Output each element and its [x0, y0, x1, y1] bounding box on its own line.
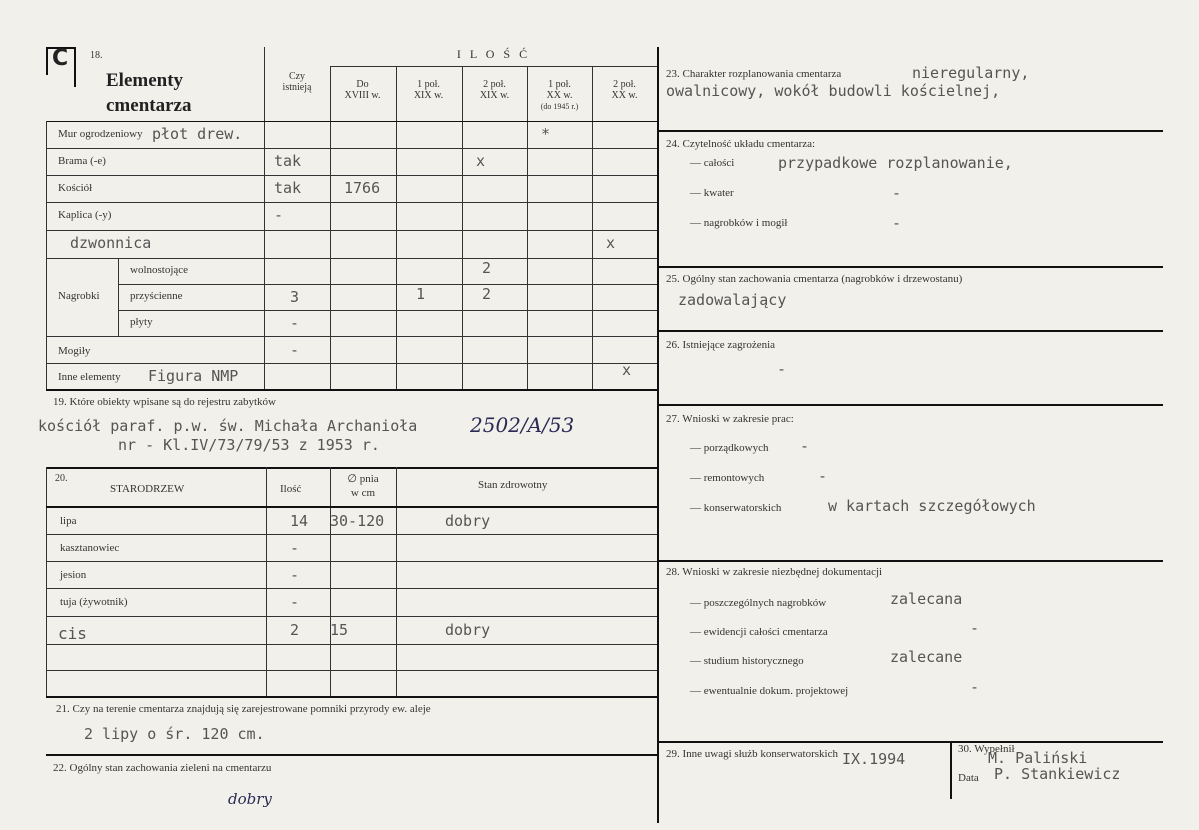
tree-name: tuja (żywotnik) — [60, 596, 128, 608]
row-line-5 — [46, 258, 657, 259]
s20-row-3 — [46, 588, 657, 589]
inne-x: x — [622, 361, 632, 379]
s26-bottom — [659, 404, 1163, 406]
section22-handwritten: dobry — [228, 790, 272, 808]
readability-item-label: — całości — [690, 157, 735, 169]
s18-header-bottom — [46, 121, 657, 122]
s18-vline-c2 — [396, 66, 397, 389]
tree-name: cis — [58, 624, 87, 643]
s18-left-border — [46, 121, 47, 389]
s18-vline-c4 — [527, 66, 528, 389]
s29-s30-divider — [950, 741, 952, 799]
s20-bottom — [46, 696, 657, 698]
s18-bottom — [46, 389, 657, 391]
s20-top — [46, 467, 657, 469]
s27-bottom — [659, 560, 1163, 562]
nagrobki-row-value: 1 — [416, 285, 426, 303]
tree-name: kasztanowiec — [60, 542, 120, 554]
s21-bottom — [46, 754, 657, 756]
col-header-2-l2: XIX w. — [413, 90, 444, 101]
tree-count: 14 — [290, 512, 309, 530]
element-row-exists: tak — [274, 152, 302, 170]
documentation-item-value: zalecana — [890, 590, 963, 608]
s20-vline-3 — [396, 467, 397, 697]
nagrobki-row-value: 2 — [482, 259, 492, 277]
tree-health: dobry — [445, 512, 491, 530]
col-header-5-l1: 2 poł. — [613, 79, 636, 90]
documentation-item-value: - — [970, 678, 980, 696]
section26-label: 26. Istniejące zagrożenia — [666, 339, 776, 351]
works-item-value: - — [818, 467, 828, 485]
col-header-1-l2: XVIII w. — [344, 90, 381, 101]
row-line-8 — [46, 336, 657, 337]
element-row-label: Brama (-e) — [58, 155, 106, 167]
s20-row-5 — [46, 644, 657, 645]
works-item-value: - — [800, 437, 810, 455]
section19-label: 19. Które obiekty wpisane są do rejestru zabytków — [53, 396, 276, 408]
s20-row-1 — [46, 534, 657, 535]
works-item-label: — konserwatorskich — [690, 502, 782, 514]
nagrobki-sub-vline — [118, 258, 119, 336]
ilosc-header: I L O Ś Ć — [456, 47, 531, 61]
s20-vline-2 — [330, 467, 331, 697]
element-row-label: Mur ogrodzeniowy — [58, 128, 143, 140]
nagrobki-row-value: 2 — [482, 285, 492, 303]
tree-count: - — [290, 593, 300, 611]
documentation-item-value: zalecane — [890, 648, 963, 666]
section30-name1: M. Paliński — [988, 749, 1088, 767]
exists-header-2: istnieją — [282, 82, 312, 93]
col-header-4-l3: (do 1945 r.) — [540, 102, 579, 111]
documentation-item-label: — ewidencji całości cmentarza — [690, 626, 828, 638]
row-line-1 — [46, 148, 657, 149]
section29-label: 29. Inne uwagi służb konserwatorskich — [666, 748, 838, 760]
s18-vline-c1 — [330, 66, 331, 389]
c-box-right — [74, 47, 76, 87]
section19-line1: kościół paraf. p.w. św. Michała Archanioła — [38, 417, 418, 435]
row-line-6 — [118, 284, 657, 285]
section25-value: zadowalający — [678, 291, 787, 309]
tree-count: 2 — [290, 621, 300, 639]
nagrobki-row-exists: - — [290, 314, 300, 332]
documentation-item-label: — studium historycznego — [690, 655, 804, 667]
section30-name2: P. Stankiewicz — [994, 765, 1121, 783]
readability-item-value: przypadkowe rozplanowanie, — [778, 154, 1013, 172]
section20-col-ilosc: Ilość — [280, 483, 302, 495]
tree-diameter: 15 — [330, 621, 349, 639]
s18-vline-exists — [264, 47, 265, 389]
element-row-value: * — [541, 125, 551, 143]
mogily-exists: - — [290, 341, 300, 359]
tree-diameter: 30-120 — [330, 512, 385, 530]
col-header-2-l1: 1 poł. — [417, 79, 440, 90]
ilosc-underline — [330, 66, 657, 67]
tree-name: lipa — [60, 515, 77, 527]
col-header-4-l2: XX w. — [546, 90, 573, 101]
s18-vline-c5 — [592, 66, 593, 389]
s20-row-4 — [46, 616, 657, 617]
nagrobki-row-label: wolnostojące — [130, 264, 189, 276]
works-item-value: w kartach szczegółowych — [828, 497, 1036, 515]
row-line-2 — [46, 175, 657, 176]
section30-data-label: Data — [958, 772, 979, 784]
row-line-9 — [46, 363, 657, 364]
col-header-4-l1: 1 poł. — [548, 79, 571, 90]
c-box-left — [46, 47, 48, 75]
row-line-3 — [46, 202, 657, 203]
center-divider — [657, 47, 659, 823]
inne-label: Inne elementy — [58, 371, 121, 383]
exists-header-1: Czy — [288, 71, 306, 82]
element-row-value: x — [606, 234, 616, 252]
element-row-typed: dzwonnica — [70, 234, 152, 252]
section23-label: 23. Charakter rozplanowania cmentarza — [666, 68, 842, 80]
section18-title-line1: Elementy — [106, 70, 184, 91]
tree-name: jesion — [60, 569, 87, 581]
section22-label: 22. Ogólny stan zachowania zieleni na cmentarzu — [53, 762, 272, 774]
works-item-label: — porządkowych — [690, 442, 769, 454]
col-header-5-l2: XX w. — [611, 90, 638, 101]
section26-value: - — [777, 360, 787, 378]
s20-left — [46, 467, 47, 697]
nagrobki-row-exists: 3 — [290, 288, 300, 306]
documentation-item-value: - — [970, 619, 980, 637]
element-row-value: 1766 — [344, 179, 381, 197]
section21-value: 2 lipy o śr. 120 cm. — [84, 725, 265, 743]
element-row-typed: płot drew. — [152, 125, 243, 143]
row-line-7 — [118, 310, 657, 311]
readability-item-label: — kwater — [690, 187, 734, 199]
row-line-4 — [46, 230, 657, 231]
section18-number: 18. — [90, 50, 103, 61]
element-row-exists: - — [274, 206, 284, 224]
section29-date: IX.1994 — [842, 750, 906, 768]
section25-label: 25. Ogólny stan zachowania cmentarza (nagrobków i drzewostanu) — [666, 273, 963, 285]
s23-bottom — [659, 130, 1163, 132]
s20-row-2 — [46, 561, 657, 562]
section27-label: 27. Wnioski w zakresie prac: — [666, 413, 794, 425]
section24-label: 24. Czytelność układu cmentarza: — [666, 138, 816, 150]
nagrobki-row-label: płyty — [130, 316, 153, 328]
section20-title: STARODRZEW — [110, 483, 185, 495]
section23-value2: owalnicowy, wokół budowli kościelnej, — [666, 82, 1001, 100]
works-item-label: — remontowych — [690, 472, 765, 484]
section19-line2: nr - Kl.IV/73/79/53 z 1953 r. — [118, 436, 380, 454]
section30-label: 30. Wypełnił — [958, 743, 1015, 755]
s20-header-bottom — [46, 506, 657, 508]
element-row-exists: tak — [274, 179, 302, 197]
element-row-label: Kościół — [58, 182, 93, 194]
inne-typed: Figura NMP — [148, 367, 239, 385]
nagrobki-label: Nagrobki — [58, 290, 100, 302]
s24-bottom — [659, 266, 1163, 268]
tree-count: - — [290, 566, 300, 584]
nagrobki-row-label: przyścienne — [130, 290, 183, 302]
section28-label: 28. Wnioski w zakresie niezbędnej dokumentacji — [666, 566, 883, 578]
section18-title-line2: cmentarza — [106, 95, 192, 116]
s20-row-6 — [46, 670, 657, 671]
card-letter: C — [52, 46, 69, 71]
s28-bottom — [659, 741, 1163, 743]
readability-item-value: - — [892, 214, 902, 232]
s18-vline-c3 — [462, 66, 463, 389]
section20-number: 20. — [55, 473, 68, 484]
section19-handwritten: 2502/A/53 — [470, 413, 575, 437]
tree-health: dobry — [445, 621, 491, 639]
col-header-3-l1: 2 poł. — [483, 79, 506, 90]
readability-item-value: - — [892, 184, 902, 202]
element-row-label: Kaplica (-y) — [58, 209, 112, 221]
readability-item-label: — nagrobków i mogił — [690, 217, 788, 229]
section20-col-pnia-1: ∅ pnia — [347, 473, 379, 485]
mogily-label: Mogiły — [58, 345, 91, 357]
section21-label: 21. Czy na terenie cmentarza znajdują się zarejestrowane pomniki przyrody ew. aleje — [56, 703, 431, 715]
section20-col-pnia-2: w cm — [350, 487, 376, 499]
col-header-3-l2: XIX w. — [479, 90, 510, 101]
section23-value1: nieregularny, — [912, 64, 1030, 82]
s25-bottom — [659, 330, 1163, 332]
documentation-item-label: — ewentualnie dokum. projektowej — [690, 685, 849, 697]
documentation-item-label: — poszczególnych nagrobków — [690, 597, 827, 609]
section20-col-stan: Stan zdrowotny — [478, 479, 548, 491]
col-header-1-l1: Do — [356, 79, 369, 90]
tree-count: - — [290, 539, 300, 557]
element-row-value: x — [476, 152, 486, 170]
s20-vline-1 — [266, 467, 267, 697]
